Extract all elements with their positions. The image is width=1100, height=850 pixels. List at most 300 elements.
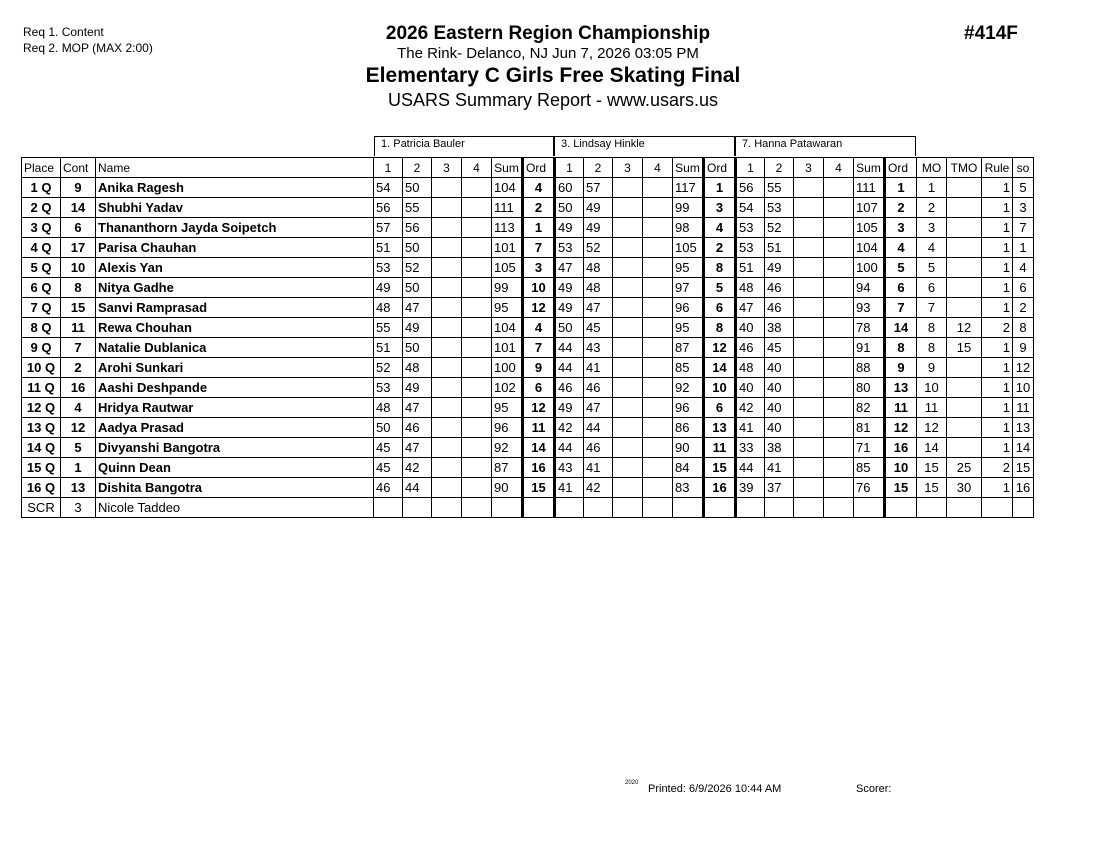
- col-name: Name: [96, 158, 374, 178]
- j3-score-cell: [824, 218, 854, 238]
- rule-cell: 1: [982, 238, 1013, 258]
- requirement-1: Req 1. Content: [23, 25, 104, 39]
- mo-cell: 4: [917, 238, 947, 258]
- skater-name-cell: Anika Ragesh: [96, 178, 374, 198]
- tmo-cell: [947, 218, 982, 238]
- j2-score-cell: [613, 498, 643, 518]
- table-row: [22, 458, 1034, 478]
- j3-ord-cell: 1: [885, 178, 917, 198]
- j1-score-cell: 53: [374, 378, 403, 398]
- j1-score-cell: [432, 298, 462, 318]
- results-table: [21, 157, 1034, 518]
- j2-score-cell: 49: [555, 278, 584, 298]
- j3-score-cell: 54: [736, 198, 765, 218]
- j2-score-cell: 48: [584, 258, 613, 278]
- j2-sum-cell: 117: [673, 178, 704, 198]
- j3-score-cell: [794, 478, 824, 498]
- j3-score-cell: 40: [736, 378, 765, 398]
- j3-score-cell: [794, 398, 824, 418]
- j2-score-cell: 41: [584, 358, 613, 378]
- j3-score-cell: 49: [765, 258, 794, 278]
- j2-score-cell: [613, 178, 643, 198]
- j3-sum-cell: 105: [854, 218, 885, 238]
- place-cell: 6 Q: [22, 278, 61, 298]
- j3-score-cell: [824, 498, 854, 518]
- j2-score-cell: [643, 418, 673, 438]
- j2-ord-cell: 12: [704, 338, 736, 358]
- j2-score-cell: 50: [555, 318, 584, 338]
- mo-cell: 12: [917, 418, 947, 438]
- j2-score-cell: [613, 278, 643, 298]
- j1-score-cell: [432, 458, 462, 478]
- j3-ord-cell: 5: [885, 258, 917, 278]
- j2-sum-cell: 86: [673, 418, 704, 438]
- table-row: [22, 438, 1034, 458]
- j2-ord-cell: 2: [704, 238, 736, 258]
- mo-cell: 14: [917, 438, 947, 458]
- j1-ord-cell: [523, 498, 555, 518]
- j3-score-cell: [794, 498, 824, 518]
- j2-score-cell: 46: [584, 378, 613, 398]
- j2-score-cell: [613, 418, 643, 438]
- col-j2-s4: 4: [643, 158, 673, 178]
- j1-ord-cell: 7: [523, 338, 555, 358]
- j3-ord-cell: 9: [885, 358, 917, 378]
- j3-score-cell: [794, 458, 824, 478]
- j1-sum-cell: 104: [492, 318, 523, 338]
- j1-score-cell: 50: [403, 278, 432, 298]
- col-j3-s3: 3: [794, 158, 824, 178]
- mo-cell: 5: [917, 258, 947, 278]
- j1-score-cell: [432, 398, 462, 418]
- j2-score-cell: 50: [555, 198, 584, 218]
- tmo-cell: [947, 178, 982, 198]
- col-tmo: TMO: [947, 158, 982, 178]
- col-place: Place: [22, 158, 61, 178]
- j3-score-cell: 48: [736, 278, 765, 298]
- j3-sum-cell: 93: [854, 298, 885, 318]
- tmo-cell: [947, 238, 982, 258]
- skater-name-cell: Shubhi Yadav: [96, 198, 374, 218]
- j1-ord-cell: 9: [523, 358, 555, 378]
- rule-cell: 1: [982, 298, 1013, 318]
- j2-score-cell: [613, 358, 643, 378]
- j3-score-cell: [824, 338, 854, 358]
- tmo-cell: [947, 298, 982, 318]
- j1-sum-cell: 95: [492, 398, 523, 418]
- j2-sum-cell: 97: [673, 278, 704, 298]
- j2-ord-cell: 6: [704, 298, 736, 318]
- so-cell: 11: [1013, 398, 1034, 418]
- j2-score-cell: [613, 458, 643, 478]
- j3-score-cell: [794, 358, 824, 378]
- tmo-cell: [947, 498, 982, 518]
- j2-score-cell: 47: [555, 258, 584, 278]
- cont-cell: 4: [61, 398, 96, 418]
- j1-score-cell: 46: [374, 478, 403, 498]
- j2-sum-cell: 83: [673, 478, 704, 498]
- rule-cell: 1: [982, 178, 1013, 198]
- j2-sum-cell: 96: [673, 398, 704, 418]
- table-row: [22, 198, 1034, 218]
- rule-cell: 2: [982, 318, 1013, 338]
- j3-score-cell: 53: [765, 198, 794, 218]
- j1-score-cell: 49: [403, 318, 432, 338]
- j2-score-cell: [643, 478, 673, 498]
- j3-score-cell: [824, 438, 854, 458]
- j3-score-cell: 48: [736, 358, 765, 378]
- j3-ord-cell: 2: [885, 198, 917, 218]
- competition-title: 2026 Eastern Region Championship: [385, 23, 711, 44]
- j1-sum-cell: 87: [492, 458, 523, 478]
- j3-score-cell: [794, 238, 824, 258]
- j2-score-cell: [613, 318, 643, 338]
- rule-cell: 1: [982, 358, 1013, 378]
- table-row: [22, 238, 1034, 258]
- j1-score-cell: 52: [374, 358, 403, 378]
- j1-score-cell: [403, 498, 432, 518]
- j2-sum-cell: 96: [673, 298, 704, 318]
- rule-cell: 2: [982, 458, 1013, 478]
- j3-score-cell: 40: [765, 358, 794, 378]
- table-row: [22, 178, 1034, 198]
- j1-score-cell: 51: [374, 238, 403, 258]
- j1-score-cell: 50: [403, 238, 432, 258]
- j3-ord-cell: 16: [885, 438, 917, 458]
- tmo-cell: 12: [947, 318, 982, 338]
- j2-score-cell: [613, 378, 643, 398]
- col-j1-sum: Sum: [492, 158, 523, 178]
- table-row: [22, 278, 1034, 298]
- j2-ord-cell: 4: [704, 218, 736, 238]
- j1-score-cell: 51: [374, 338, 403, 358]
- cont-cell: 10: [61, 258, 96, 278]
- j3-sum-cell: 71: [854, 438, 885, 458]
- j2-score-cell: 45: [584, 318, 613, 338]
- rule-cell: 1: [982, 278, 1013, 298]
- j2-score-cell: 48: [584, 278, 613, 298]
- j1-score-cell: 49: [403, 378, 432, 398]
- j2-score-cell: 47: [584, 298, 613, 318]
- place-cell: 13 Q: [22, 418, 61, 438]
- j1-sum-cell: 104: [492, 178, 523, 198]
- judge-2-header: 3. Lindsay Hinkle: [554, 136, 735, 156]
- j2-score-cell: [643, 278, 673, 298]
- skater-name-cell: Thananthorn Jayda Soipetch: [96, 218, 374, 238]
- j3-score-cell: [794, 278, 824, 298]
- tmo-cell: 25: [947, 458, 982, 478]
- j1-score-cell: [462, 338, 492, 358]
- mo-cell: 11: [917, 398, 947, 418]
- j2-score-cell: [643, 358, 673, 378]
- rule-cell: 1: [982, 258, 1013, 278]
- j3-sum-cell: 111: [854, 178, 885, 198]
- so-cell: 2: [1013, 298, 1034, 318]
- j2-score-cell: [643, 398, 673, 418]
- j2-ord-cell: 13: [704, 418, 736, 438]
- cont-cell: 5: [61, 438, 96, 458]
- j2-sum-cell: 87: [673, 338, 704, 358]
- tmo-cell: 30: [947, 478, 982, 498]
- j3-score-cell: 46: [765, 298, 794, 318]
- j1-sum-cell: 113: [492, 218, 523, 238]
- j2-ord-cell: 3: [704, 198, 736, 218]
- cont-cell: 7: [61, 338, 96, 358]
- j2-score-cell: 43: [555, 458, 584, 478]
- j1-score-cell: [432, 478, 462, 498]
- j3-score-cell: [824, 258, 854, 278]
- j1-score-cell: 48: [374, 298, 403, 318]
- j3-score-cell: [824, 198, 854, 218]
- printed-timestamp: Printed: 6/9/2026 10:44 AM: [648, 783, 782, 795]
- j1-score-cell: 48: [403, 358, 432, 378]
- table-row: [22, 498, 1034, 518]
- j2-score-cell: [613, 258, 643, 278]
- j2-score-cell: [643, 458, 673, 478]
- j3-score-cell: [824, 178, 854, 198]
- col-j2-sum: Sum: [673, 158, 704, 178]
- j2-score-cell: 42: [584, 478, 613, 498]
- j1-score-cell: [432, 418, 462, 438]
- j3-score-cell: 46: [736, 338, 765, 358]
- j2-score-cell: [613, 398, 643, 418]
- j2-score-cell: 49: [555, 218, 584, 238]
- j3-ord-cell: 3: [885, 218, 917, 238]
- j3-ord-cell: 14: [885, 318, 917, 338]
- j1-score-cell: [462, 298, 492, 318]
- rule-cell: [982, 498, 1013, 518]
- j1-ord-cell: 2: [523, 198, 555, 218]
- j3-score-cell: [824, 398, 854, 418]
- j1-score-cell: [432, 338, 462, 358]
- table-row: [22, 318, 1034, 338]
- place-cell: SCR: [22, 498, 61, 518]
- j2-score-cell: 57: [584, 178, 613, 198]
- rule-cell: 1: [982, 378, 1013, 398]
- j1-score-cell: [432, 498, 462, 518]
- j1-sum-cell: 105: [492, 258, 523, 278]
- j3-score-cell: 56: [736, 178, 765, 198]
- place-cell: 11 Q: [22, 378, 61, 398]
- event-number: #414F: [964, 23, 1018, 44]
- skater-name-cell: Sanvi Ramprasad: [96, 298, 374, 318]
- j2-score-cell: 44: [555, 438, 584, 458]
- j3-ord-cell: 11: [885, 398, 917, 418]
- j1-sum-cell: 99: [492, 278, 523, 298]
- j3-sum-cell: 80: [854, 378, 885, 398]
- rule-cell: 1: [982, 478, 1013, 498]
- skater-name-cell: Parisa Chauhan: [96, 238, 374, 258]
- table-row: [22, 218, 1034, 238]
- j2-ord-cell: 16: [704, 478, 736, 498]
- j3-score-cell: [824, 318, 854, 338]
- j1-score-cell: [432, 258, 462, 278]
- j2-sum-cell: 99: [673, 198, 704, 218]
- skater-name-cell: Rewa Chouhan: [96, 318, 374, 338]
- j2-sum-cell: 95: [673, 258, 704, 278]
- table-row: [22, 398, 1034, 418]
- col-j2-s1: 1: [555, 158, 584, 178]
- j3-score-cell: [794, 298, 824, 318]
- j1-score-cell: [432, 198, 462, 218]
- j3-score-cell: 37: [765, 478, 794, 498]
- j1-score-cell: 53: [374, 258, 403, 278]
- j2-sum-cell: 95: [673, 318, 704, 338]
- mo-cell: 10: [917, 378, 947, 398]
- table-row: [22, 418, 1034, 438]
- j1-score-cell: 50: [374, 418, 403, 438]
- j3-score-cell: 41: [765, 458, 794, 478]
- column-header-row: [22, 158, 1034, 178]
- j2-score-cell: [643, 218, 673, 238]
- mo-cell: 8: [917, 338, 947, 358]
- j2-score-cell: 46: [555, 378, 584, 398]
- j2-ord-cell: 8: [704, 318, 736, 338]
- j1-ord-cell: 6: [523, 378, 555, 398]
- j1-score-cell: [462, 198, 492, 218]
- j2-sum-cell: [673, 498, 704, 518]
- col-mo: MO: [917, 158, 947, 178]
- j3-sum-cell: 82: [854, 398, 885, 418]
- j2-score-cell: [613, 338, 643, 358]
- j2-sum-cell: 98: [673, 218, 704, 238]
- j1-score-cell: 45: [374, 438, 403, 458]
- cont-cell: 3: [61, 498, 96, 518]
- j2-score-cell: [643, 238, 673, 258]
- table-row: [22, 358, 1034, 378]
- j2-ord-cell: 15: [704, 458, 736, 478]
- col-cont: Cont: [61, 158, 96, 178]
- j1-score-cell: 56: [403, 218, 432, 238]
- mo-cell: 15: [917, 458, 947, 478]
- j3-ord-cell: 13: [885, 378, 917, 398]
- j3-score-cell: [794, 418, 824, 438]
- place-cell: 3 Q: [22, 218, 61, 238]
- j1-ord-cell: 1: [523, 218, 555, 238]
- j2-score-cell: 52: [584, 238, 613, 258]
- j2-score-cell: [643, 298, 673, 318]
- cont-cell: 9: [61, 178, 96, 198]
- so-cell: 3: [1013, 198, 1034, 218]
- j1-score-cell: [462, 358, 492, 378]
- j3-sum-cell: 88: [854, 358, 885, 378]
- j3-score-cell: 39: [736, 478, 765, 498]
- place-cell: 10 Q: [22, 358, 61, 378]
- mo-cell: 1: [917, 178, 947, 198]
- rule-cell: 1: [982, 218, 1013, 238]
- j1-score-cell: [432, 318, 462, 338]
- skater-name-cell: Nitya Gadhe: [96, 278, 374, 298]
- so-cell: 10: [1013, 378, 1034, 398]
- j1-score-cell: [432, 378, 462, 398]
- j3-score-cell: [824, 458, 854, 478]
- j2-sum-cell: 85: [673, 358, 704, 378]
- j2-score-cell: 41: [584, 458, 613, 478]
- j1-score-cell: [374, 498, 403, 518]
- j2-ord-cell: 1: [704, 178, 736, 198]
- col-j3-ord: Ord: [885, 158, 917, 178]
- j1-score-cell: [462, 378, 492, 398]
- j2-score-cell: 44: [584, 418, 613, 438]
- place-cell: 7 Q: [22, 298, 61, 318]
- rule-cell: 1: [982, 338, 1013, 358]
- cont-cell: 13: [61, 478, 96, 498]
- col-j1-s3: 3: [432, 158, 462, 178]
- j1-score-cell: [462, 258, 492, 278]
- j2-score-cell: [613, 478, 643, 498]
- j3-score-cell: [794, 438, 824, 458]
- skater-name-cell: Arohi Sunkari: [96, 358, 374, 378]
- j1-ord-cell: 11: [523, 418, 555, 438]
- place-cell: 15 Q: [22, 458, 61, 478]
- col-j3-s4: 4: [824, 158, 854, 178]
- j1-score-cell: 42: [403, 458, 432, 478]
- rule-cell: 1: [982, 398, 1013, 418]
- j1-score-cell: [462, 498, 492, 518]
- j2-sum-cell: 92: [673, 378, 704, 398]
- table-row: [22, 258, 1034, 278]
- so-cell: 14: [1013, 438, 1034, 458]
- j2-score-cell: 41: [555, 478, 584, 498]
- j2-score-cell: 43: [584, 338, 613, 358]
- tmo-cell: [947, 278, 982, 298]
- j3-score-cell: [824, 278, 854, 298]
- j3-sum-cell: 104: [854, 238, 885, 258]
- tmo-cell: 15: [947, 338, 982, 358]
- j1-score-cell: 48: [374, 398, 403, 418]
- place-cell: 12 Q: [22, 398, 61, 418]
- j2-ord-cell: 11: [704, 438, 736, 458]
- col-j3-s1: 1: [736, 158, 765, 178]
- j3-sum-cell: [854, 498, 885, 518]
- j1-score-cell: 50: [403, 338, 432, 358]
- table-row: [22, 298, 1034, 318]
- col-j1-ord: Ord: [523, 158, 555, 178]
- skater-name-cell: Natalie Dublanica: [96, 338, 374, 358]
- j3-score-cell: 53: [736, 238, 765, 258]
- cont-cell: 12: [61, 418, 96, 438]
- so-cell: 15: [1013, 458, 1034, 478]
- j2-ord-cell: 14: [704, 358, 736, 378]
- j3-sum-cell: 81: [854, 418, 885, 438]
- j1-score-cell: [462, 278, 492, 298]
- j1-sum-cell: 90: [492, 478, 523, 498]
- j1-ord-cell: 12: [523, 298, 555, 318]
- j1-score-cell: 50: [403, 178, 432, 198]
- skater-name-cell: Dishita Bangotra: [96, 478, 374, 498]
- j1-score-cell: [462, 438, 492, 458]
- j1-score-cell: [432, 238, 462, 258]
- j2-score-cell: [584, 498, 613, 518]
- j3-score-cell: [794, 198, 824, 218]
- print-stamp: 2020: [625, 780, 639, 786]
- j2-score-cell: [613, 198, 643, 218]
- j3-score-cell: [824, 378, 854, 398]
- col-rule: Rule: [982, 158, 1013, 178]
- j3-score-cell: 51: [736, 258, 765, 278]
- table-row: [22, 378, 1034, 398]
- j3-score-cell: 40: [765, 398, 794, 418]
- mo-cell: 9: [917, 358, 947, 378]
- results-body: [22, 178, 1034, 518]
- j3-score-cell: 41: [736, 418, 765, 438]
- place-cell: 14 Q: [22, 438, 61, 458]
- skater-name-cell: Quinn Dean: [96, 458, 374, 478]
- so-cell: 8: [1013, 318, 1034, 338]
- j3-sum-cell: 85: [854, 458, 885, 478]
- j1-score-cell: 54: [374, 178, 403, 198]
- j3-ord-cell: 4: [885, 238, 917, 258]
